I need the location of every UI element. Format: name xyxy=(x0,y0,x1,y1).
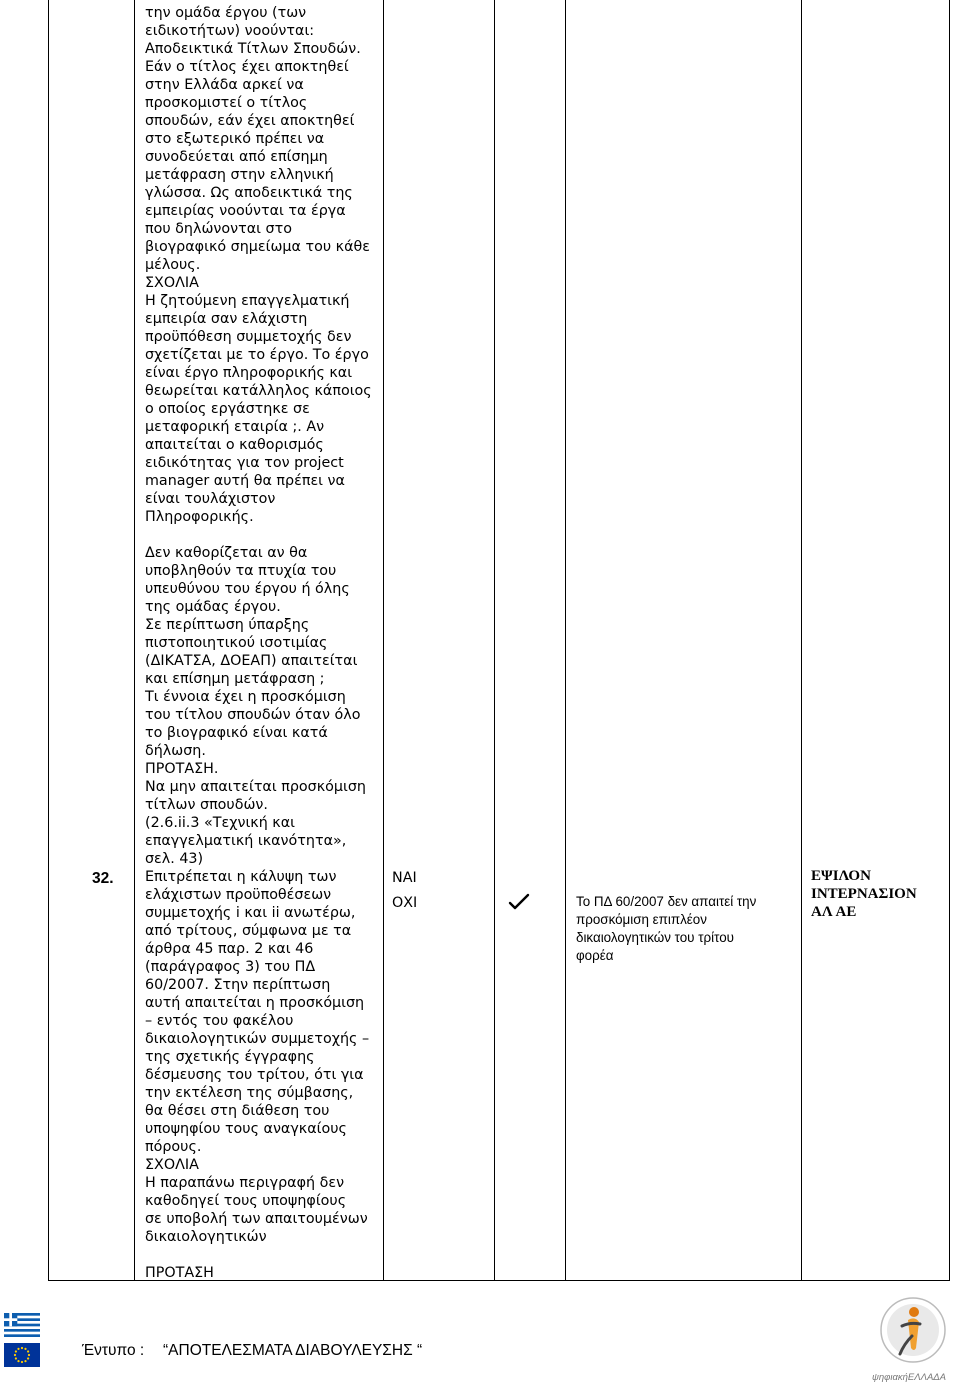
form-title: “ΑΠΟΤΕΛΕΣΜΑΤΑ ΔΙΑΒΟΥΛΕΥΣΗΣ “ xyxy=(163,1342,423,1359)
row-number: 32. xyxy=(92,870,114,887)
form-label: Έντυπο : xyxy=(82,1342,145,1359)
digital-greece-logo xyxy=(868,1296,958,1386)
response-text: Το ΠΔ 60/2007 δεν απαιτεί την προσκόμιση επιπλέον δικαιολογητικών του τρίτου φορέα xyxy=(576,894,757,963)
table-right-border xyxy=(949,0,950,1281)
table-col-divider xyxy=(565,0,566,1281)
description-paragraph: ΠΡΟΤΑΣΗ xyxy=(145,1265,214,1281)
description-paragraph: την ομάδα έργου (των ειδικοτήτων) νοούνται: Αποδεικτικά Τίτλων Σπουδών. Εάν ο τίτλος έχει αποκτηθεί στην Ελλάδα αρκεί να προσκομιστεί ο τίτλος σπουδών, εάν έχει αποκτηθεί στο εξωτερικό πρέπει να συνοδεύεται από επίσημη μετάφραση στην ελληνική γλώσσα. Ως αποδεικτικά της εμπειρίας νοούνται τα έργα που δηλώνονται στο βιογραφικό σημείωμα του κάθε μέλους. ΣΧΟΛΙΑ Η ζητούμενη επαγγελματική εμπειρία σαν ελάχιστη προϋπόθεση συμμετοχής δεν σχετίζεται με το έργο. Το έργο είναι έργο πληροφορικής και θεωρείται κατάλληλος κάποιος ο οποίος εργάστηκε σε μεταφορική εταιρία ;. Αν απαιτείται ο καθορισμός ειδικότητας για τον project manager αυτή θα πρέπει να είναι τουλάχιστον Πληροφορικής. xyxy=(145,5,372,525)
table-col-divider xyxy=(801,0,802,1281)
table-col-divider xyxy=(383,0,384,1281)
check-mark-icon xyxy=(508,893,530,911)
eu-flag xyxy=(4,1343,40,1367)
greek-flag xyxy=(4,1313,40,1337)
table-col-divider xyxy=(494,0,495,1281)
description-paragraph: Δεν καθορίζεται αν θα υποβληθούν τα πτυχία του υπευθύνου του έργου ή όλης της ομάδας έργου. Σε περίπτωση ύπαρξης πιστοποιητικού ισοτιμίας (ΔΙΚΑΤΣΑ, ΔΟΕΑΠ) απαιτείται και επίσημη μετάφραση ; Τι έννοια έχει η προσκόμιση του τίτλου σπουδών όταν όλο το βιογραφικό είναι κατά δήλωση. ΠΡΟΤΑΣΗ. Να μην απαιτείται προσκόμιση τίτλων σπουδών. (2.6.ii.3 «Τεχνική και επαγγελματική ικανότητα», σελ. 43) Επιτρέπεται η κάλυψη των ελάχιστων προϋποθέσεων συμμετοχής i και ii ανωτέρω, από τρίτους, σύμφωνα με τα άρθρα 45 παρ. 2 και 46 (παράγραφος 3) του ΠΔ 60/2007. Στην περίπτωση αυτή απαιτείται η προσκόμιση – εντός του φακέλου δικαιολογητικών συμμετοχής – της σχετικής έγγραφης δέσμευσης του τρίτου, ότι για την εκτέλεση της σύμβασης, θα θέσει στη διάθεση του υποψηφίου τους αναγκαίους πόρους. ΣΧΟΛΙΑ Η παραπάνω περιγραφή δεν καθοδηγεί τους υποψηφίους σε υποβολή των απαιτουμένων δικαιολογητικών xyxy=(145,545,370,1245)
table-left-border xyxy=(48,0,49,1281)
table-col-divider xyxy=(134,0,135,1281)
option-yes: ΝΑΙ xyxy=(392,870,417,886)
company-name: ΕΨΙΛΟΝ ΙΝΤΕΡΝΑΣΙΟΝ ΑΛ ΑΕ xyxy=(811,868,917,920)
option-no: ΟΧΙ xyxy=(392,895,418,911)
description-cell xyxy=(145,4,381,1282)
logo-text: ψηφιακήΕΛΛΑΔΑ xyxy=(872,1372,946,1383)
